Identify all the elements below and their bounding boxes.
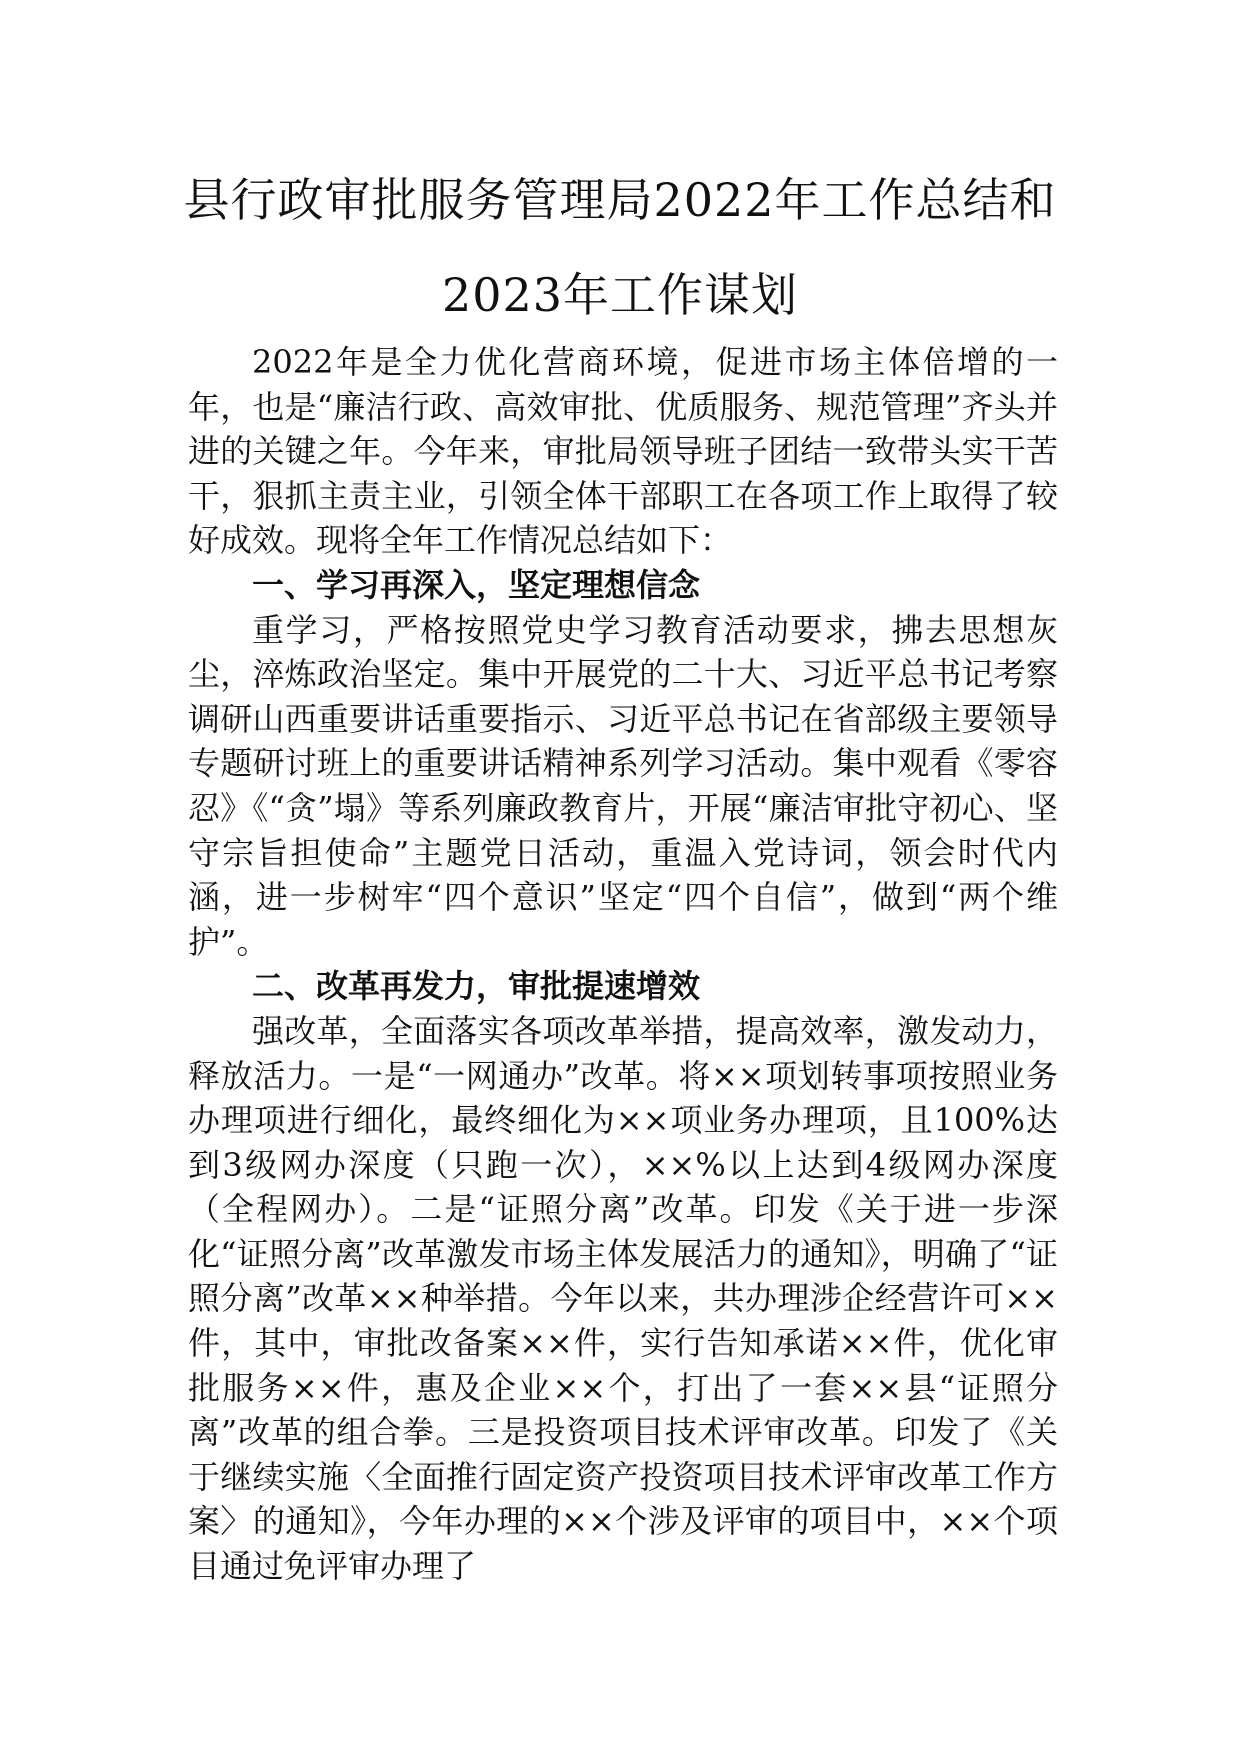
section-2-heading: 二、改革再发力，审批提速增效 — [252, 967, 701, 1006]
document-title-line-2: 2023年工作谋划 — [441, 268, 799, 322]
section-1-heading: 一、学习再深入，坚定理想信念 — [252, 565, 701, 604]
intro-paragraph: 2022年是全力优化营商环境，促进市场主体倍增的一年，也是“廉洁行政、高效审批、优质服务、规范管理”齐头并进的关键之年。今年来，审批局领导班子团结一致带头实干苦干，狠抓主责主业，引领全体干部职工在各项工作上取得了较好成效。现将全年工作情况总结如下： — [188, 343, 1058, 560]
document-body — [188, 340, 1058, 1589]
document-title-line-1: 县行政审批服务管理局2022年工作总结和 — [183, 173, 1057, 227]
section-1-paragraph: 重学习，严格按照党史学习教育活动要求，拂去思想灰尘，淬炼政治坚定。集中开展党的二十大、习近平总书记考察调研山西重要讲话重要指示、习近平总书记在省部级主要领导专题研讨班上的重要讲话精神系列学习活动。集中观看《零容忍》《“贪”塌》等系列廉政教育片，开展“廉洁审批守初心、坚守宗旨担使命”主题党日活动，重温入党诗词，领会时代内涵，进一步树牢“四个意识”坚定“四个自信”，做到“两个维护”。 — [188, 610, 1058, 961]
section-2-paragraph: 强改革，全面落实各项改革举措，提高效率，激发动力，释放活力。一是“一网通办”改革。将××项划转事项按照业务办理项进行细化，最终细化为××项业务办理项，且100%达到3级网办深度（只跑一次），××%以上达到4级网办深度（全程网办）。二是“证照分离”改革。印发《关于进一步深化“证照分离”改革激发市场主体发展活力的通知》，明确了“证照分离”改革××种举措。今年以来，共办理涉企经营许可××件，其中，审批改备案××件，实行告知承诺××件，优化审批服务××件，惠及企业××个，打出了一套××县“证照分离”改革的组合拳。三是投资项目技术评审改革。印发了《关于继续实施〈全面推行固定资产投资项目技术评审改革工作方案〉的通知》，今年办理的××个涉及评审的项目中，××个项目通过免评审办理了 — [188, 1011, 1058, 1586]
